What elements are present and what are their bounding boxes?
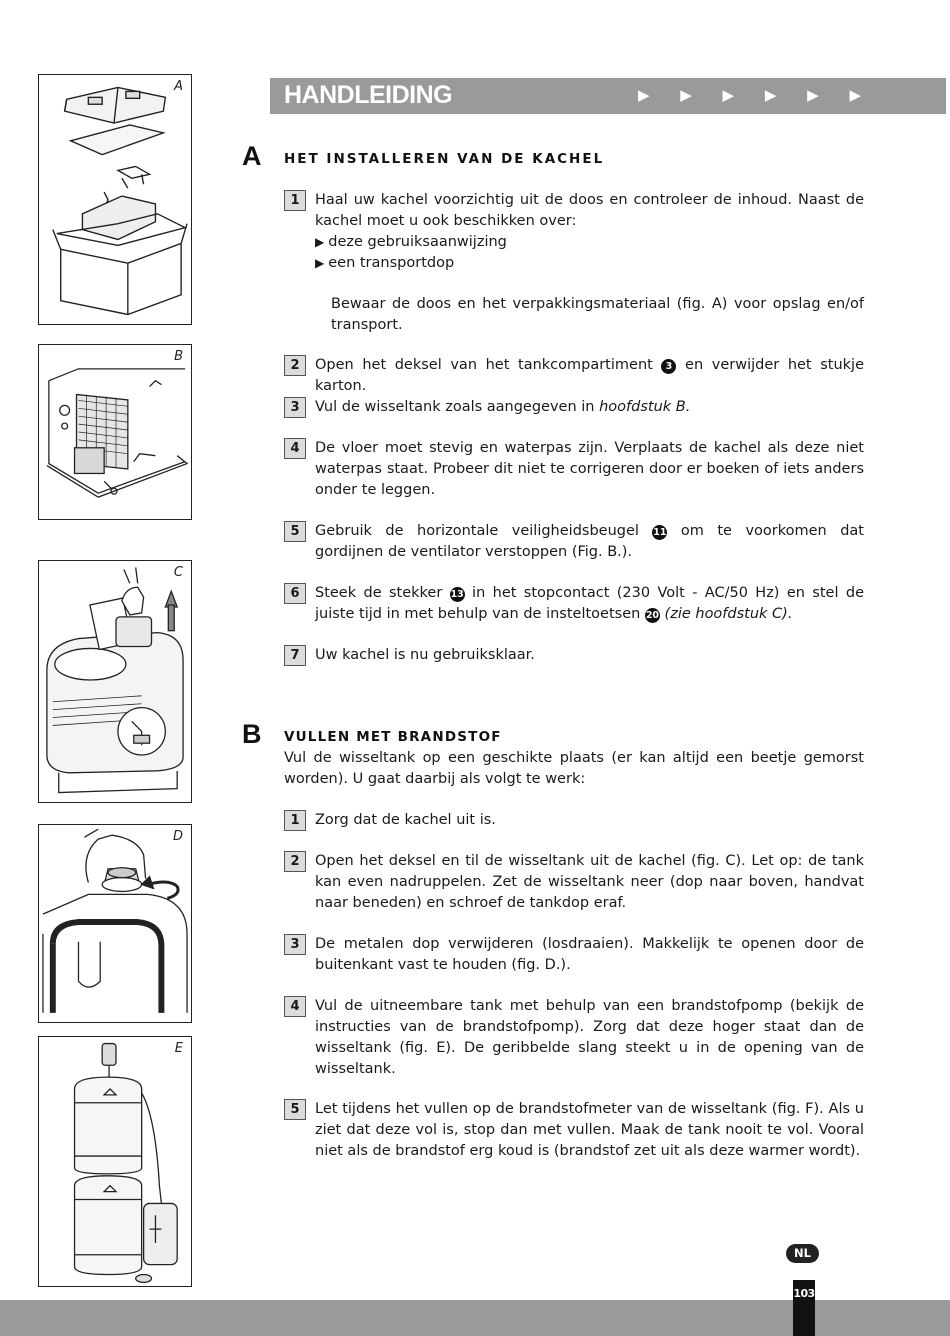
step-number: 1 <box>284 190 306 211</box>
figure-label: A <box>174 79 183 94</box>
step-text: Steek de stekker 13 in het stopcontact (230 Volt - AC/50 Hz) en stel de juiste tijd in met behulp van de insteltoetsen 20 (zie hoofdstuk C). <box>315 585 864 622</box>
section-b-step-2 <box>284 851 864 914</box>
step-text: Zorg dat de kachel uit is. <box>315 812 496 828</box>
step-number: 1 <box>284 810 306 831</box>
step-text: De metalen dop verwijderen (losdraaien). Makkelijk te openen door de buitenkant vast te houden (fig. D.). <box>315 936 864 973</box>
step-text: Let tijdens het vullen op de brandstofmeter van de wisseltank (fig. F). Als u ziet dat deze vol is, stop dan met vullen. Maak de tank nooit te vol. Vooral niet als de brandstof erg koud is (brandstof zet uit als deze warmer wordt). <box>315 1101 864 1159</box>
section-a-letter: A <box>242 141 262 171</box>
step-number: 2 <box>284 355 306 376</box>
section-a-step-6 <box>284 583 864 625</box>
section-a-step-7 <box>284 645 864 666</box>
step-text: Uw kachel is nu gebruiksklaar. <box>315 647 535 663</box>
bullet-triangle-icon: ▶ <box>315 235 325 249</box>
step-text: Open het deksel van het tankcompartiment 3 en verwijder het stukje karton. <box>315 357 864 394</box>
step-text: Vul de wisseltank zoals aangegeven in hoofdstuk B. <box>315 399 691 415</box>
figure-b <box>38 344 192 520</box>
component-ref-badge: 11 <box>653 527 667 538</box>
section-a-step-2 <box>284 355 864 397</box>
step-note: Bewaar de doos en het verpakkingsmateriaal (fig. A) voor opslag en/of transport. <box>331 296 864 333</box>
step-number: 3 <box>284 397 306 418</box>
bullet-triangle-icon: ▶ <box>315 256 325 270</box>
figure-a <box>38 74 192 325</box>
component-ref-badge: 13 <box>450 589 464 600</box>
step-number: 4 <box>284 996 306 1017</box>
section-a-step-1 <box>284 190 864 336</box>
step-text: Haal uw kachel voorzichtig uit de doos en controleer de inhoud. Naast de kachel moet u ook beschikken over: <box>315 192 864 229</box>
figure-c <box>38 560 192 803</box>
step-text: Gebruik de horizontale veiligheidsbeugel 11 om te voorkomen dat gordijnen de ventilator verstoppen (Fig. B.). <box>315 523 864 560</box>
section-b-intro: Vul de wisseltank op een geschikte plaats (er kan altijd een beetje gemorst worden). U gaat daarbij als volgt te werk: <box>284 750 864 787</box>
section-a-step-3 <box>284 397 864 418</box>
section-b-letter: B <box>242 719 262 749</box>
component-ref-badge: 3 <box>661 359 676 374</box>
section-a-step-5 <box>284 521 864 563</box>
box-unpacking-illustration <box>39 75 191 324</box>
step-number: 5 <box>284 521 306 542</box>
page-title: HANDLEIDING <box>284 81 453 109</box>
heater-rear-grill-illustration <box>39 345 191 519</box>
component-ref-badge: 20 <box>645 610 660 621</box>
figure-label: E <box>174 1041 183 1056</box>
section-a-heading: HET INSTALLEREN VAN DE KACHEL <box>284 151 605 167</box>
header-bar <box>270 78 946 114</box>
lift-tank-illustration <box>39 561 191 802</box>
step-number: 2 <box>284 851 306 872</box>
section-b-step-4 <box>284 996 864 1080</box>
figure-e <box>38 1036 192 1287</box>
step-number: 6 <box>284 583 306 604</box>
page-number: 103 <box>793 1280 815 1336</box>
section-b-step-1 <box>284 810 864 831</box>
step-number: 3 <box>284 934 306 955</box>
step-text: Open het deksel en til de wisseltank uit de kachel (fig. C). Let op: de tank kan even nadruppelen. Zet de wisseltank neer (dop naar boven, handvat naar beneden) en schroef de tankdop eraf. <box>315 853 864 911</box>
figure-d <box>38 824 192 1023</box>
step-number: 5 <box>284 1099 306 1120</box>
section-b-heading: VULLEN MET BRANDSTOF <box>284 729 502 745</box>
fuel-pump-illustration <box>39 1037 191 1286</box>
step-text: De vloer moet stevig en waterpas zijn. Verplaats de kachel als deze niet waterpas staat. Probeer dit niet te corrigeren door er boeken of iets anders onder te leggen. <box>315 440 864 498</box>
step-text: Vul de uitneembare tank met behulp van een brandstofpomp (bekijk de instructies van de brandstofpomp). Zorg dat deze hoger staat dan de wisseltank (fig. E). De geribbelde slang steekt u in de opening van de wisseltank. <box>315 998 864 1077</box>
figure-label: D <box>172 829 183 844</box>
figure-label: C <box>173 565 183 580</box>
section-a-step-4 <box>284 438 864 501</box>
decorative-arrows-icon: ▶ ▶ ▶ ▶ ▶ ▶ <box>637 86 874 104</box>
bullet-item: ▶ deze gebruiksaanwijzing <box>315 234 507 250</box>
step-number: 4 <box>284 438 306 459</box>
unscrew-cap-illustration <box>39 825 191 1022</box>
step-number: 7 <box>284 645 306 666</box>
figure-label: B <box>174 349 183 364</box>
bullet-item: ▶ een transportdop <box>315 255 455 271</box>
section-b-step-5 <box>284 1099 864 1162</box>
language-badge: NL <box>786 1244 819 1263</box>
section-b-step-3 <box>284 934 864 976</box>
